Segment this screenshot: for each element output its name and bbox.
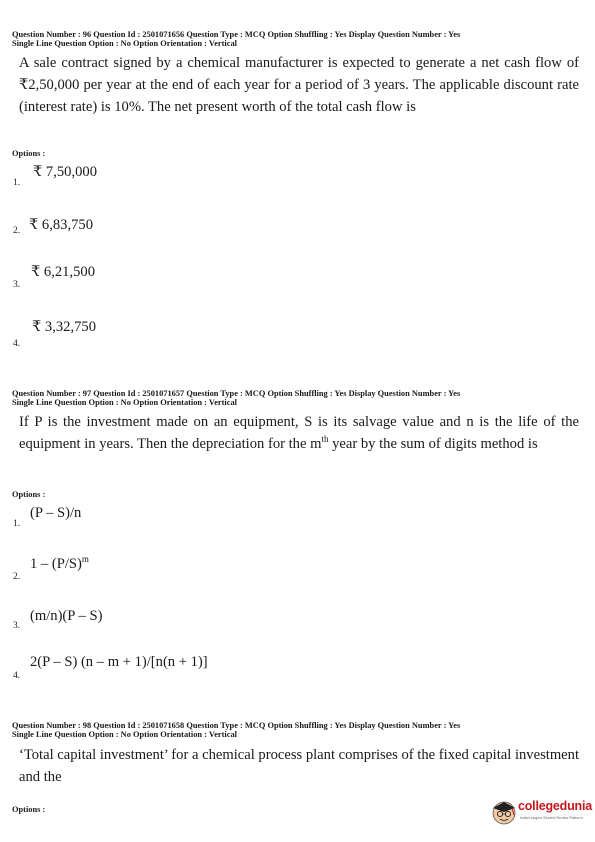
stem-text: If P is the investment made on an equipment, S is its salvage value and n is the life of the equipment in years. Then the depreciation for the m [19, 414, 579, 452]
option-text: ₹ 6,21,500 [31, 264, 96, 280]
option-text: ₹ 3,32,750 [32, 319, 97, 335]
option-number: 4. [13, 671, 21, 681]
option-text [30, 556, 89, 573]
question-96-meta [12, 30, 587, 48]
question-meta-line1: Question Number : 97 Question Id : 2501071657 Question Type : MCQ Option Shuffling : Yes Display Question Number : Yes [12, 389, 461, 398]
option-number: 1. [13, 519, 21, 529]
logo-wordmark: collegedunia [518, 799, 593, 813]
option-superscript: m [81, 554, 89, 565]
question-meta-line2: Single Line Question Option : No Option Orientation : Vertical [12, 39, 237, 48]
option-text: ₹ 7,50,000 [33, 164, 98, 180]
collegedunia-logo [490, 795, 593, 833]
option-number: 1. [13, 178, 21, 188]
option-text: (P – S)/n [30, 505, 82, 521]
mascot-icon [490, 797, 518, 831]
option-number: 3. [13, 621, 21, 631]
question-98-meta [12, 721, 587, 739]
options-label: Options : [12, 805, 46, 814]
logo-tagline: India's largest Student Review Platform [520, 816, 583, 820]
option-number: 4. [13, 339, 21, 349]
option-number: 2. [13, 572, 21, 582]
option-text-main: 1 – (P/S) [30, 556, 82, 572]
stem-text: year by the sum of digits method is [328, 436, 538, 452]
question-96-stem: A sale contract signed by a chemical manufacturer is expected to generate a net cash flow of ₹2,50,000 per year at the end of each year for a period of 3 years. The applicable discount rate (interest rate) is 10%. The net present worth of the total cash flow is [19, 55, 579, 115]
options-label: Options : [12, 490, 46, 499]
question-meta-line1: Question Number : 96 Question Id : 2501071656 Question Type : MCQ Option Shuffling : Yes Display Question Number : Yes [12, 30, 461, 39]
option-text: ₹ 6,83,750 [29, 217, 94, 233]
question-meta-line1: Question Number : 98 Question Id : 2501071658 Question Type : MCQ Option Shuffling : Yes Display Question Number : Yes [12, 721, 461, 730]
option-text: 2(P – S) (n – m + 1)/[n(n + 1)] [30, 654, 208, 670]
options-label: Options : [12, 149, 46, 158]
stem-superscript: th [321, 434, 329, 445]
option-number: 2. [13, 226, 21, 236]
option-number: 3. [13, 280, 21, 290]
question-97-stem [19, 411, 579, 455]
question-97-meta [12, 389, 587, 407]
question-98-stem: ‘Total capital investment’ for a chemical process plant comprises of the fixed capital investment and the [19, 747, 579, 785]
question-meta-line2: Single Line Question Option : No Option Orientation : Vertical [12, 398, 237, 407]
question-meta-line2: Single Line Question Option : No Option Orientation : Vertical [12, 730, 237, 739]
option-text: (m/n)(P – S) [30, 608, 103, 624]
